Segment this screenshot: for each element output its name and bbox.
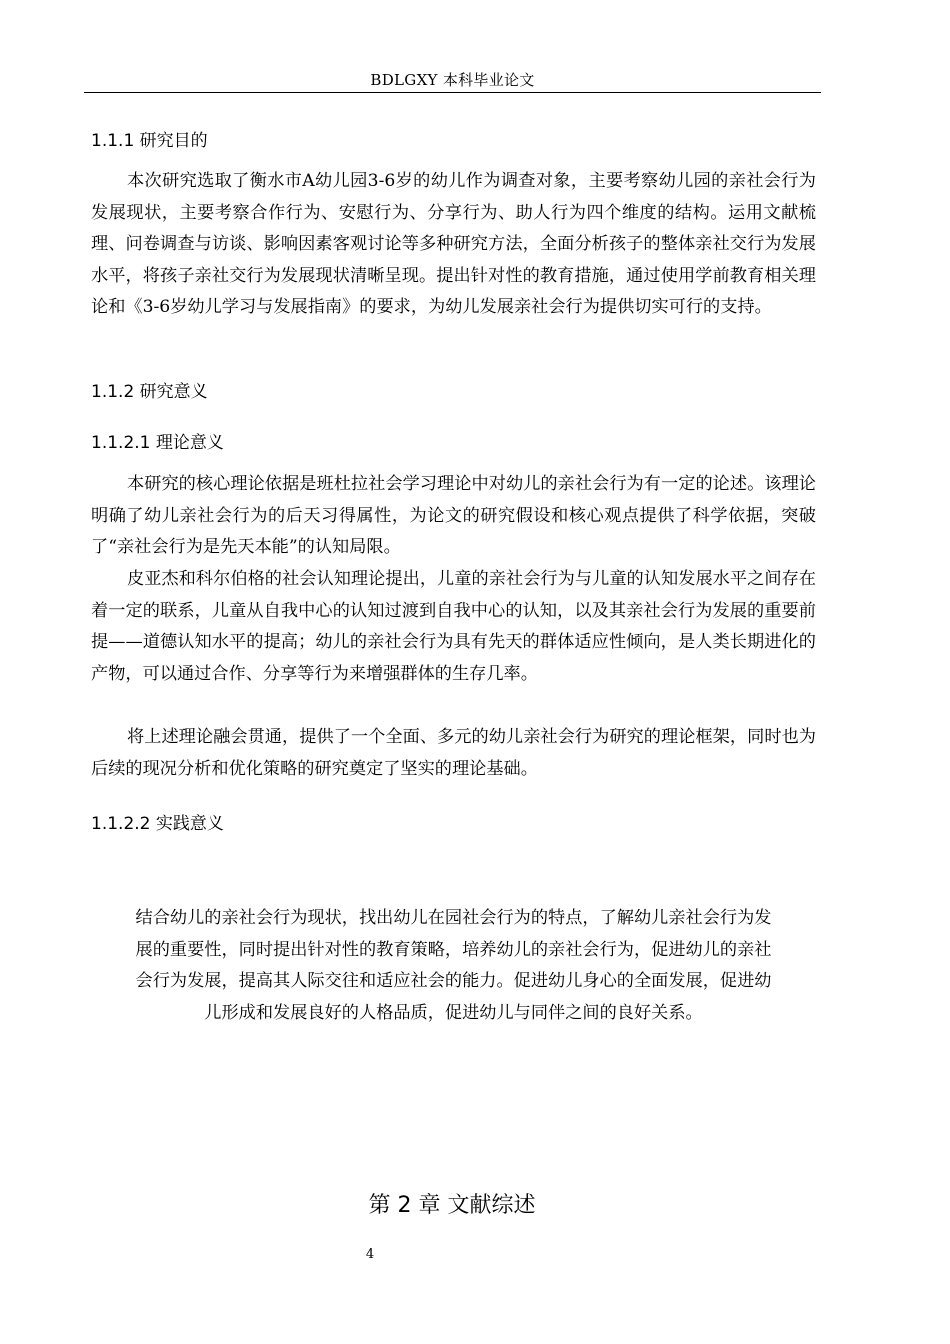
paragraph-research-purpose: 本次研究选取了衡水市A幼儿园3-6岁的幼儿作为调查对象，主要考察幼儿园的亲社会行为发展现状，主要考察合作行为、安慰行为、分享行为、助人行为四个维度的结构。运用文献梳理、问卷调查与访谈、影响因素客观讨论等多种研究方法，全面分析孩子的整体亲社交行为发展水平，将孩子亲社交行为发展现状清晰呈现。提出针对性的教育措施，通过使用学前教育相关理论和《3-6岁幼儿学习与发展指南》的要求，为幼儿发展亲社会行为提供切实可行的支持。 [91,171,816,317]
practical-line-1: 结合幼儿的亲社会行为现状，找出幼儿在园社会行为的特点，了解幼儿亲社会行为发 [135,908,772,928]
paragraph-theory-bandura: 本研究的核心理论依据是班杜拉社会学习理论中对幼儿的亲社会行为有一定的论述。该理论明确了幼儿亲社会行为的后天习得属性，为论文的研究假设和核心观点提供了科学依据，突破了“亲社会行为是先天本能”的认知局限。 [91,474,816,557]
practical-line-4: 儿形成和发展良好的人格品质，促进幼儿与同伴之间的良好关系。 [204,1002,703,1023]
running-header: BDLGXY 本科毕业论文 [370,71,535,89]
paragraph-practical-significance [91,903,816,1029]
chapter-title: 第 2 章 文献综述 [368,1193,536,1218]
header-rule [84,92,821,93]
practical-line-2: 展的重要性，同时提出针对性的教育策略，培养幼儿的亲社会行为，促进幼儿的亲社 [135,939,772,960]
section-heading-1-1-1: 1.1.1 研究目的 [91,131,208,151]
practical-line-3: 会行为发展，提高其人际交往和适应社会的能力。促进幼儿身心的全面发展，促进幼 [135,971,772,991]
paragraph-theory-summary: 将上述理论融会贯通，提供了一个全面、多元的幼儿亲社会行为研究的理论框架，同时也为后续的现况分析和优化策略的研究奠定了坚实的理论基础。 [91,727,816,779]
section-heading-1-1-2: 1.1.2 研究意义 [91,382,208,402]
section-heading-1-1-2-2: 1.1.2.2 实践意义 [91,814,224,834]
paragraph-theory-piaget: 皮亚杰和科尔伯格的社会认知理论提出，儿童的亲社会行为与儿童的认知发展水平之间存在着一定的联系，儿童从自我中心的认知过渡到自我中心的认知，以及其亲社会行为发展的重要前提——道德认知水平的提高；幼儿的亲社会行为具有先天的群体适应性倾向，是人类长期进化的产物，可以通过合作、分享等行为来增强群体的生存几率。 [91,569,816,684]
section-heading-1-1-2-1: 1.1.2.1 理论意义 [91,433,224,453]
page-number: 4 [365,1247,375,1262]
